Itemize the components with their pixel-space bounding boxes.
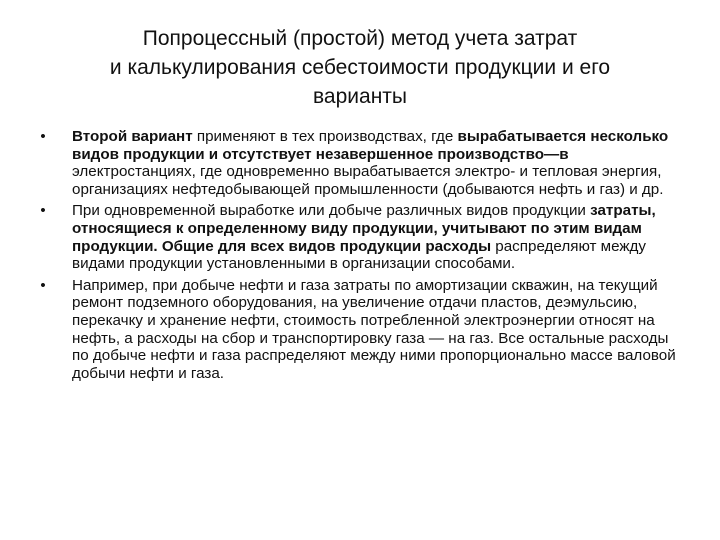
bold-text: Второй вариант (72, 128, 193, 145)
bullet-marker: • (40, 202, 46, 220)
bullet-list (36, 128, 680, 382)
bold-text: вырабатывается несколько видов продукции и отсутствует незавершенное производство—в (72, 128, 673, 163)
bullet-text (72, 128, 672, 198)
body-text: применяют в тех производствах, где (192, 128, 458, 145)
bullet-item (36, 202, 676, 272)
bullet-text (72, 277, 680, 382)
bullet-text (72, 202, 660, 272)
bullet-item (36, 276, 680, 383)
body-text: При одновременной выработке или добыче различных видов продукции (72, 202, 591, 220)
title-line: и калькулирования себестоимости продукции и его (109, 56, 611, 79)
bold-text: затраты, относящиеся к определенному виду продукции, учитывают по этим видам продукции. Общие для всех видов продукции расходы (72, 202, 660, 255)
bullet-marker: • (40, 276, 46, 294)
bullet-item (36, 128, 676, 198)
slide-title (30, 24, 690, 111)
body-text: распределяют между видами продукции установленными в организации способами. (72, 237, 651, 273)
body-text: электростанциях, где одновременно вырабатывается электро- и тепловая энергия, организациях нефтедобывающей промышленности (добываются нефть и газ) и др. (72, 145, 666, 198)
bullet-marker: • (40, 128, 46, 145)
title-line: варианты (313, 85, 407, 108)
body-text: Например, при добыче нефти и газа затраты по амортизации скважин, на текущий ремонт подземного оборудования, на увеличение отдачи пластов, деэмульсию, перекачку и хранение нефти, стоимость потребленной электроэнергии относят на нефть, а расходы на сбор и транспортировку газа — на газ. Все остальные расходы по добыче нефти и газа распределяют между ними пропорционально массе валовой добычи нефти и газа. (72, 276, 680, 382)
title-line: Попроцессный (простой) метод учета затрат (142, 27, 578, 50)
